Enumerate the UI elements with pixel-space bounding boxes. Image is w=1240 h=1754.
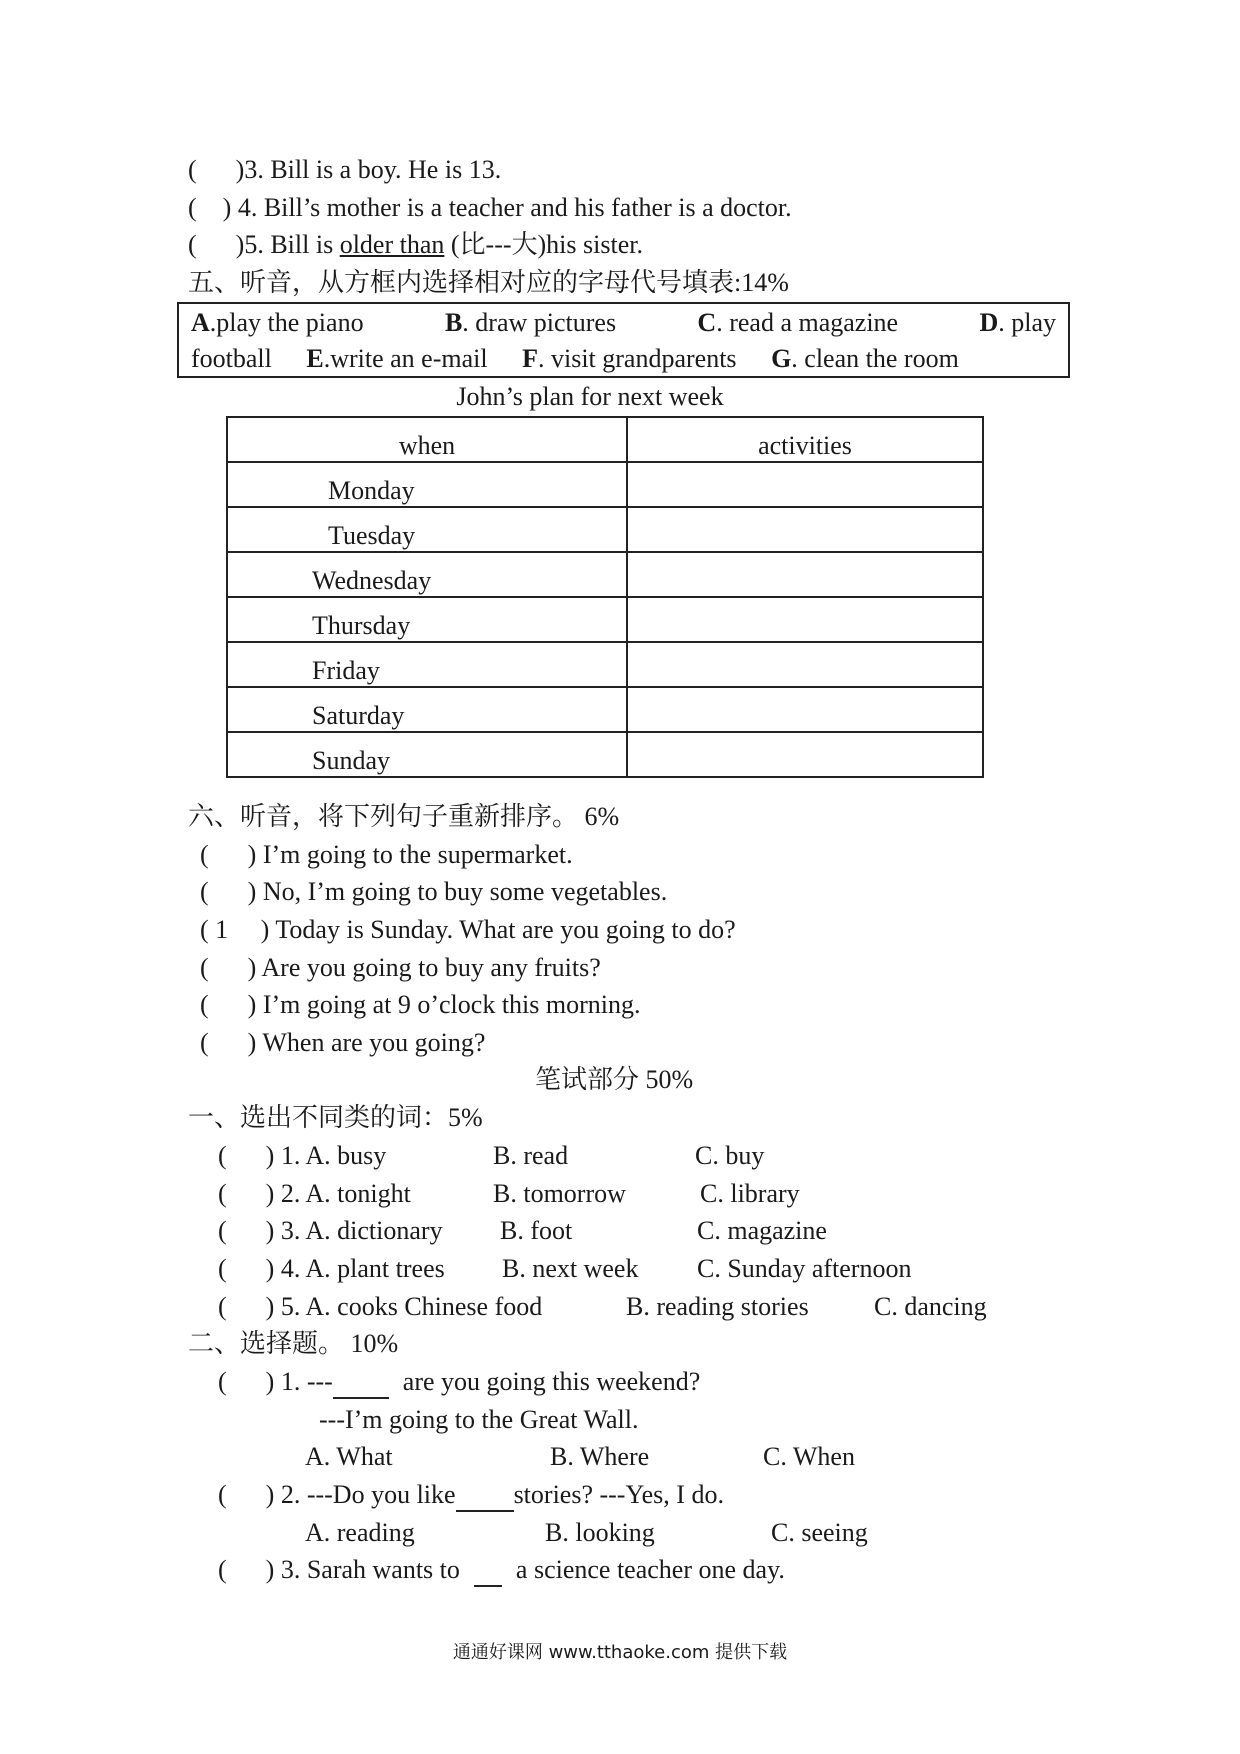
day-cell: Monday <box>227 462 627 507</box>
answer-blank[interactable] <box>474 1555 502 1587</box>
option-c: C. When <box>763 1442 855 1471</box>
option-a: A. reading <box>305 1518 415 1547</box>
option-c: C. buy <box>695 1141 765 1170</box>
section6-title: 六、听音，将下列句子重新排序。 6% <box>188 802 620 831</box>
header-when: when <box>227 417 627 462</box>
section5-title: 五、听音，从方框内选择相对应的字母代号填表:14% <box>188 268 789 297</box>
sentence-text: I’m going at 9 o’clock this morning. <box>256 990 641 1019</box>
choice-question-3 <box>218 1555 785 1587</box>
activity-cell[interactable] <box>627 732 983 777</box>
table-row <box>227 462 983 507</box>
option-c: C. seeing <box>771 1518 868 1547</box>
option-b: B. reading stories <box>626 1292 809 1321</box>
option-g: G. clean the room <box>771 344 959 373</box>
option-b: B. looking <box>545 1518 655 1547</box>
answer-paren[interactable]: ( 1 ) <box>200 915 270 944</box>
odd-one-out-question: ( ) 1. A. busy <box>218 1141 387 1170</box>
option-b: B. draw pictures <box>444 308 617 337</box>
answer-paren[interactable]: ( ) <box>200 990 257 1019</box>
option-b: B. tomorrow <box>493 1179 626 1208</box>
underlined-phrase: older than <box>339 230 445 259</box>
option-f: F. visit grandparents <box>522 344 737 373</box>
table-row <box>227 597 983 642</box>
option-c: C. Sunday afternoon <box>697 1254 912 1283</box>
sentence-text: Today is Sunday. What are you going to do? <box>269 915 736 944</box>
tf-item-4 <box>188 193 792 223</box>
table-header-row <box>227 417 983 462</box>
activity-cell[interactable] <box>627 687 983 732</box>
answer-paren[interactable]: ( ) <box>200 953 257 982</box>
question-text: ( ) 1. --- <box>218 1367 333 1396</box>
day-cell: Sunday <box>227 732 627 777</box>
option-b: B. Where <box>550 1442 650 1471</box>
option-d: D. play <box>979 308 1056 337</box>
options-row-2 <box>191 344 1056 374</box>
options-box <box>177 302 1070 378</box>
activity-cell[interactable] <box>627 462 983 507</box>
sentence-text: When are you going? <box>256 1028 486 1057</box>
plan-table <box>226 416 984 778</box>
options-row-1 <box>191 308 1056 338</box>
option-c: C. dancing <box>874 1292 987 1321</box>
sentence-text: I’m going to the supermarket. <box>256 840 573 869</box>
table-row <box>227 507 983 552</box>
answer-blank[interactable] <box>333 1367 389 1399</box>
order-item <box>200 1028 485 1058</box>
tf-item-3 <box>188 155 501 185</box>
statement-text: 5. Bill is <box>244 230 340 259</box>
table-title: John’s plan for next week <box>456 382 724 411</box>
option-b: B. read <box>493 1141 569 1170</box>
order-item <box>200 915 736 945</box>
option-e: E.write an e-mail <box>306 344 488 373</box>
activity-cell[interactable] <box>627 642 983 687</box>
option-a: A. What <box>305 1442 393 1471</box>
option-a: A.play the piano <box>191 308 364 337</box>
option-c: C. magazine <box>697 1216 827 1245</box>
day-cell: Friday <box>227 642 627 687</box>
answer-paren[interactable]: ( ) <box>200 840 257 869</box>
day-cell: Saturday <box>227 687 627 732</box>
statement-text: 4. Bill’s mother is a teacher and his father is a doctor. <box>231 193 792 222</box>
tf-item-5 <box>188 230 643 260</box>
day-cell: Wednesday <box>227 552 627 597</box>
choice-question-1 <box>218 1367 700 1399</box>
answer-line: ---I’m going to the Great Wall. <box>319 1405 639 1434</box>
activity-cell[interactable] <box>627 507 983 552</box>
statement-text-end: (比---大)his sister. <box>444 230 643 259</box>
part2-title: 二、选择题。 10% <box>188 1329 399 1358</box>
option-c: C. read a magazine <box>697 308 899 337</box>
answer-paren[interactable]: ( ) <box>188 193 232 222</box>
order-item <box>200 877 667 907</box>
question-text-end: a science teacher one day. <box>515 1555 785 1584</box>
option-b: B. foot <box>500 1216 573 1245</box>
table-row <box>227 552 983 597</box>
option-d-cont: football <box>191 344 272 373</box>
table-row <box>227 642 983 687</box>
question-text-end: stories? ---Yes, I do. <box>513 1480 724 1509</box>
order-item <box>200 953 601 983</box>
header-activities: activities <box>627 417 983 462</box>
question-text: ( ) 3. Sarah wants to <box>218 1555 460 1584</box>
answer-paren[interactable]: ( ) <box>188 230 245 259</box>
odd-one-out-question: ( ) 2. A. tonight <box>218 1179 411 1208</box>
question-text: ( ) 2. ---Do you like <box>218 1480 456 1509</box>
option-c: C. library <box>700 1179 800 1208</box>
answer-blank[interactable] <box>456 1480 514 1512</box>
activity-cell[interactable] <box>627 552 983 597</box>
sentence-text: No, I’m going to buy some vegetables. <box>256 877 668 906</box>
day-cell: Tuesday <box>227 507 627 552</box>
answer-paren[interactable]: ( ) <box>188 155 245 184</box>
activity-cell[interactable] <box>627 597 983 642</box>
order-item <box>200 990 641 1020</box>
part1-title: 一、选出不同类的词：5% <box>188 1103 483 1132</box>
answer-paren[interactable]: ( ) <box>200 877 257 906</box>
sentence-text: Are you going to buy any fruits? <box>256 953 601 982</box>
order-item <box>200 840 573 870</box>
choice-question-2 <box>218 1480 724 1512</box>
odd-one-out-question: ( ) 4. A. plant trees <box>218 1254 445 1283</box>
odd-one-out-question: ( ) 5. A. cooks Chinese food <box>218 1292 543 1321</box>
written-part-title: 笔试部分 50% <box>535 1065 694 1094</box>
question-text-end: are you going this weekend? <box>402 1367 701 1396</box>
day-cell: Thursday <box>227 597 627 642</box>
table-row <box>227 687 983 732</box>
answer-paren[interactable]: ( ) <box>200 1028 257 1057</box>
table-row <box>227 732 983 777</box>
statement-text: 3. Bill is a boy. He is 13. <box>244 155 502 184</box>
odd-one-out-question: ( ) 3. A. dictionary <box>218 1216 443 1245</box>
footer-text: 通通好课网 www.tthaoke.com 提供下载 <box>452 1642 788 1663</box>
option-b: B. next week <box>502 1254 639 1283</box>
